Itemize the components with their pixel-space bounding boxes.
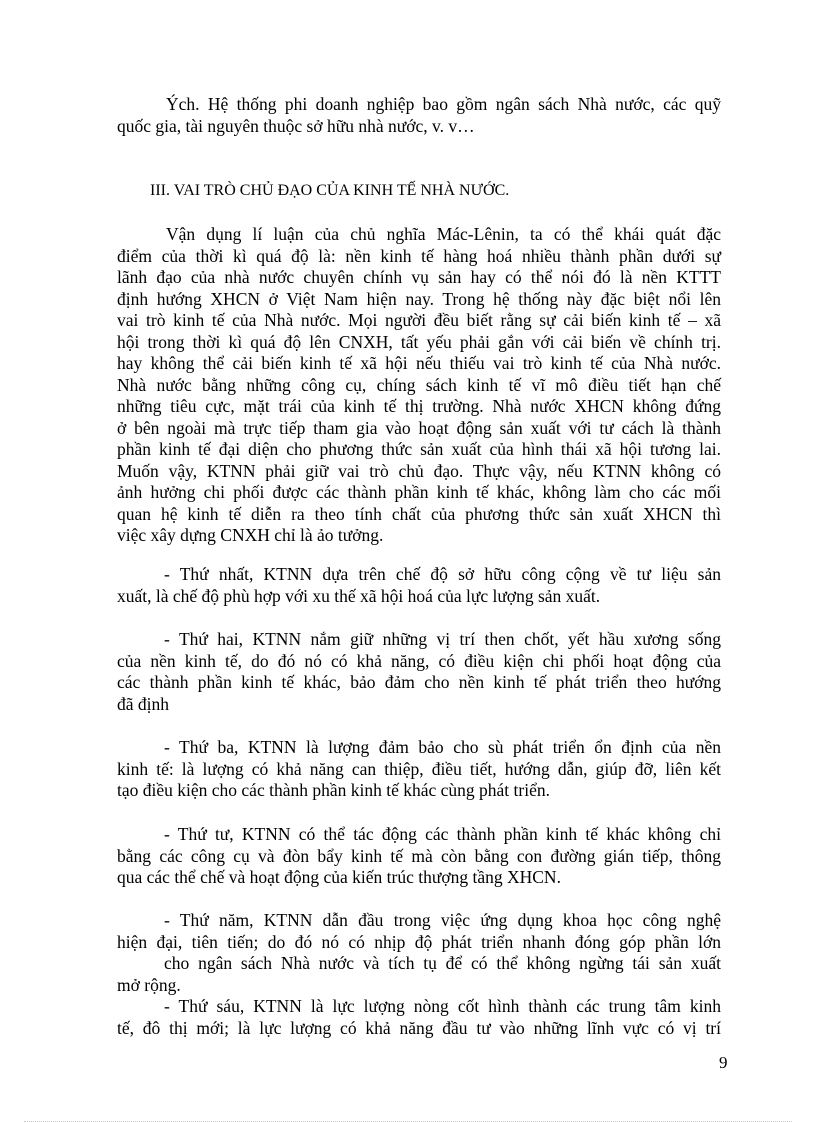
text-line: Vận dụng lí luận của chủ nghĩa Mác-Lênin, ta có thể khái quát đặc: [166, 224, 721, 244]
text-line: hội trong thời kì quá độ lên CNXH, tất yếu phải gắn với cải biến về chính trị.: [117, 331, 721, 352]
text-line: hay không thể cải biến kinh tế xã hội nếu thiếu vai trò kinh tế của Nhà nước.: [117, 353, 721, 373]
list-item-first: [117, 564, 721, 607]
text-line: Muốn vậy, KTNN phải giữ vai trò chủ đạo. Thực vậy, nếu KTNN không có: [117, 460, 721, 481]
text-line: lãnh đạo của nhà nước chuyên chính vụ sản hay có thể nói đó là nền KTTT: [117, 267, 721, 287]
text-line: của nền kinh tế, do đó nó có khả năng, có điều kiện chi phối hoạt động của: [117, 650, 721, 671]
text-line: qua các thể chế và hoạt động của kiến trúc thượng tầng XHCN.: [117, 867, 561, 887]
text-line: đã định: [117, 693, 170, 714]
text-line: mở rộng.: [117, 974, 181, 995]
text-line: kinh tế: là lượng có khả năng can thiệp, điều tiết, hướng dẫn, giúp đỡ, liên kết: [117, 758, 721, 779]
text-line: những tiêu cực, mặt trái của kinh tế thị trường. Nhà nước XHCN không đứng: [117, 396, 721, 416]
text-line: - Thứ tư, KTNN có thể tác động các thành phần kinh tế khác không chỉ: [164, 824, 721, 844]
list-item-second: [117, 629, 721, 715]
text-line: ở bên ngoài mà trực tiếp tham gia vào hoạt động sản xuất với tư cách là thành: [117, 417, 721, 438]
text-line: các thành phần kinh tế khác, bảo đảm cho nền kinh tế phát triển theo hướng: [117, 672, 721, 692]
text-line: bằng các công cụ và đòn bẩy kinh tế mà còn bằng con đường gián tiếp, thông: [117, 845, 721, 866]
text-line: Ých. Hệ thống phi doanh nghiệp bao gồm ngân sách Nhà nước, các quỹ: [166, 94, 721, 114]
text-line: vai trò kinh tế của Nhà nước. Mọi người đều biết rằng sự cải biến kinh tế – xã: [117, 310, 721, 330]
paragraph-intro: [117, 94, 721, 137]
page-number: 9: [719, 1053, 728, 1072]
list-item-fourth: [117, 824, 721, 889]
text-line: hiện đại, tiên tiến; do đó nó có nhịp độ phát triển nhanh đóng góp phần lớn: [117, 931, 721, 952]
text-line: định hướng XHCN ở Việt Nam hiện nay. Trong hệ thống này đặc biệt nổi lên: [117, 288, 721, 309]
section-heading: III. VAI TRÒ CHỦ ĐẠO CỦA KINH TẾ NHÀ NƯỚC.: [150, 182, 510, 199]
text-line: quốc gia, tài nguyên thuộc sở hữu nhà nước, v. v…: [117, 115, 475, 136]
text-line: tế, đô thị mới; là lực lượng có khả năng đầu tư vào những lĩnh vực có vị trí: [117, 1017, 721, 1038]
text-line: điểm của thời kì quá độ là: nền kinh tế hàng hoá nhiều thành phần dưới sự: [117, 245, 721, 266]
text-line: quan hệ kinh tế diễn ra theo tính chất của phương thức sản xuất XHCN thì: [117, 503, 721, 524]
text-line: - Thứ năm, KTNN dẫn đầu trong việc ứng dụng khoa học công nghệ: [164, 910, 721, 930]
text-line: - Thứ ba, KTNN là lượng đảm bảo cho sù phát triển ổn định của nền: [164, 737, 721, 757]
text-line: phần kinh tế đại diện cho phương thức sản xuất của hình thái xã hội tương lai.: [117, 439, 721, 459]
text-line: - Thứ nhất, KTNN dựa trên chế độ sở hữu công cộng về tư liệu sản: [164, 564, 721, 584]
text-line: việc xây dựng CNXH chỉ là ảo tưởng.: [117, 525, 384, 545]
paragraph-main: [117, 224, 721, 547]
text-line: tạo điều kiện cho các thành phần kinh tế khác cùng phát triển.: [117, 780, 550, 800]
list-item-third: [117, 737, 721, 802]
text-line: - Thứ hai, KTNN nắm giữ những vị trí then chốt, yết hầu xương sống: [164, 629, 721, 649]
text-line: Nhà nước bằng những công cụ, chíng sách kinh tế vĩ mô điều tiết hạn chế: [117, 374, 721, 395]
text-line: ảnh hưởng chi phối được các thành phần kinh tế khác, không làm cho các mối: [117, 482, 721, 502]
text-line: - Thứ sáu, KTNN là lực lượng nòng cốt hình thành các trung tâm kinh: [164, 996, 721, 1016]
list-item-fifth: [117, 910, 721, 996]
list-item-sixth: [117, 996, 721, 1039]
page-bottom-divider: [24, 1121, 792, 1122]
text-line: xuất, là chế độ phù hợp với xu thế xã hội hoá của lực lượng sản xuất.: [117, 585, 601, 606]
text-line: cho ngân sách Nhà nước và tích tụ để có thể không ngừng tái sản xuất: [164, 953, 721, 973]
